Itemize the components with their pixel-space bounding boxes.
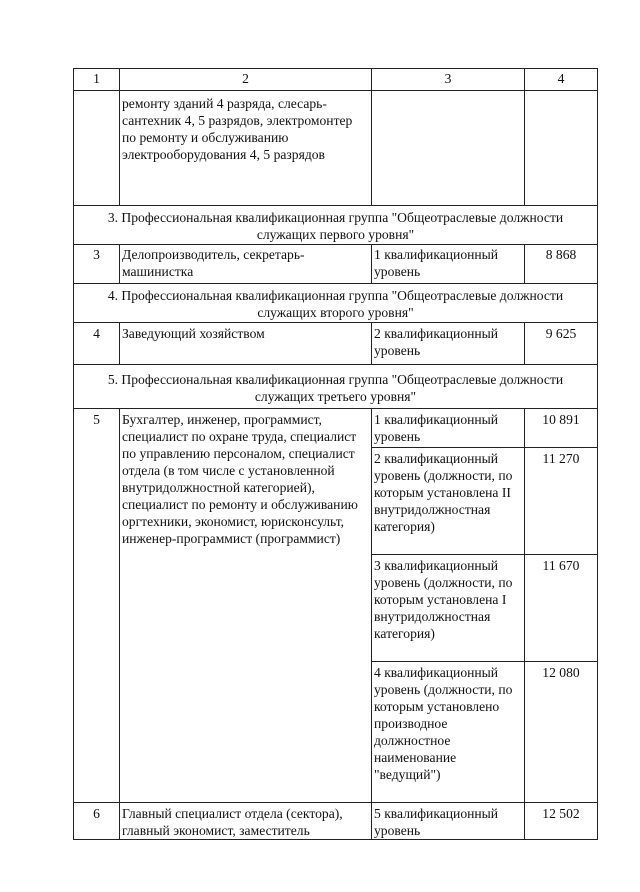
salary-cell: 8 868 [525, 245, 598, 284]
level-cell: 2 квалификационный уровень (должности, по которым установлена II внутридолжностная категория) [372, 448, 525, 555]
position-cell: ремонту зданий 4 разряда, слесарь-сантехник 4, 5 разрядов, электромонтер по ремонту и обслуживанию электрооборудования 4, 5 разрядов [120, 91, 372, 206]
salary-cell: 12 080 [525, 662, 598, 803]
salary-cell: 11 670 [525, 555, 598, 662]
position-cell: Заведующий хозяйством [120, 323, 372, 365]
level-cell: 1 квалификационный уровень [372, 245, 525, 284]
group-heading-4 [74, 284, 598, 323]
salary-cell: 9 625 [525, 323, 598, 365]
table-row [74, 245, 598, 284]
level-cell: 5 квалификационный уровень [372, 803, 525, 840]
level-cell [372, 91, 525, 206]
row-number: 6 [74, 803, 120, 840]
salary-cell [525, 91, 598, 206]
table-row [74, 409, 598, 448]
row-number: 3 [74, 245, 120, 284]
level-cell: 1 квалификационный уровень [372, 409, 525, 448]
table-row [74, 803, 598, 840]
header-row [74, 69, 598, 91]
position-cell: Бухгалтер, инженер, программист, специалист по охране труда, специалист по управлению персоналом, специалист отдела (в том числе с установленной внутридолжностной категорией), специалист по ремонту и обслуживанию оргтехники, экономист, юрисконсульт, инженер-программист (программист) [120, 409, 372, 803]
continuation-row [74, 91, 598, 206]
row-number: 4 [74, 323, 120, 365]
group-heading-3 [74, 206, 598, 245]
group-title: 4. Профессиональная квалификационная группа "Общеотраслевые должности служащих второго уровня" [74, 284, 598, 323]
salary-cell: 11 270 [525, 448, 598, 555]
salary-cell: 12 502 [525, 803, 598, 840]
salary-cell: 10 891 [525, 409, 598, 448]
header-col-2: 2 [120, 69, 372, 91]
row-number [74, 91, 120, 206]
header-col-1: 1 [74, 69, 120, 91]
level-cell: 3 квалификационный уровень (должности, по которым установлена I внутридолжностная категория) [372, 555, 525, 662]
level-cell: 2 квалификационный уровень [372, 323, 525, 365]
group-heading-5 [74, 365, 598, 409]
group-title: 5. Профессиональная квалификационная группа "Общеотраслевые должности служащих третьего уровня" [74, 365, 598, 409]
position-cell: Главный специалист отдела (сектора), главный экономист, заместитель [120, 803, 372, 840]
level-cell: 4 квалификационный уровень (должности, по которым установлено производное должностное наименование "ведущий") [372, 662, 525, 803]
header-col-3: 3 [372, 69, 525, 91]
header-col-4: 4 [525, 69, 598, 91]
row-number: 5 [74, 409, 120, 803]
table-row [74, 323, 598, 365]
group-title: 3. Профессиональная квалификационная группа "Общеотраслевые должности служащих первого уровня" [74, 206, 598, 245]
salary-table [73, 68, 598, 840]
position-cell: Делопроизводитель, секретарь-машинистка [120, 245, 372, 284]
